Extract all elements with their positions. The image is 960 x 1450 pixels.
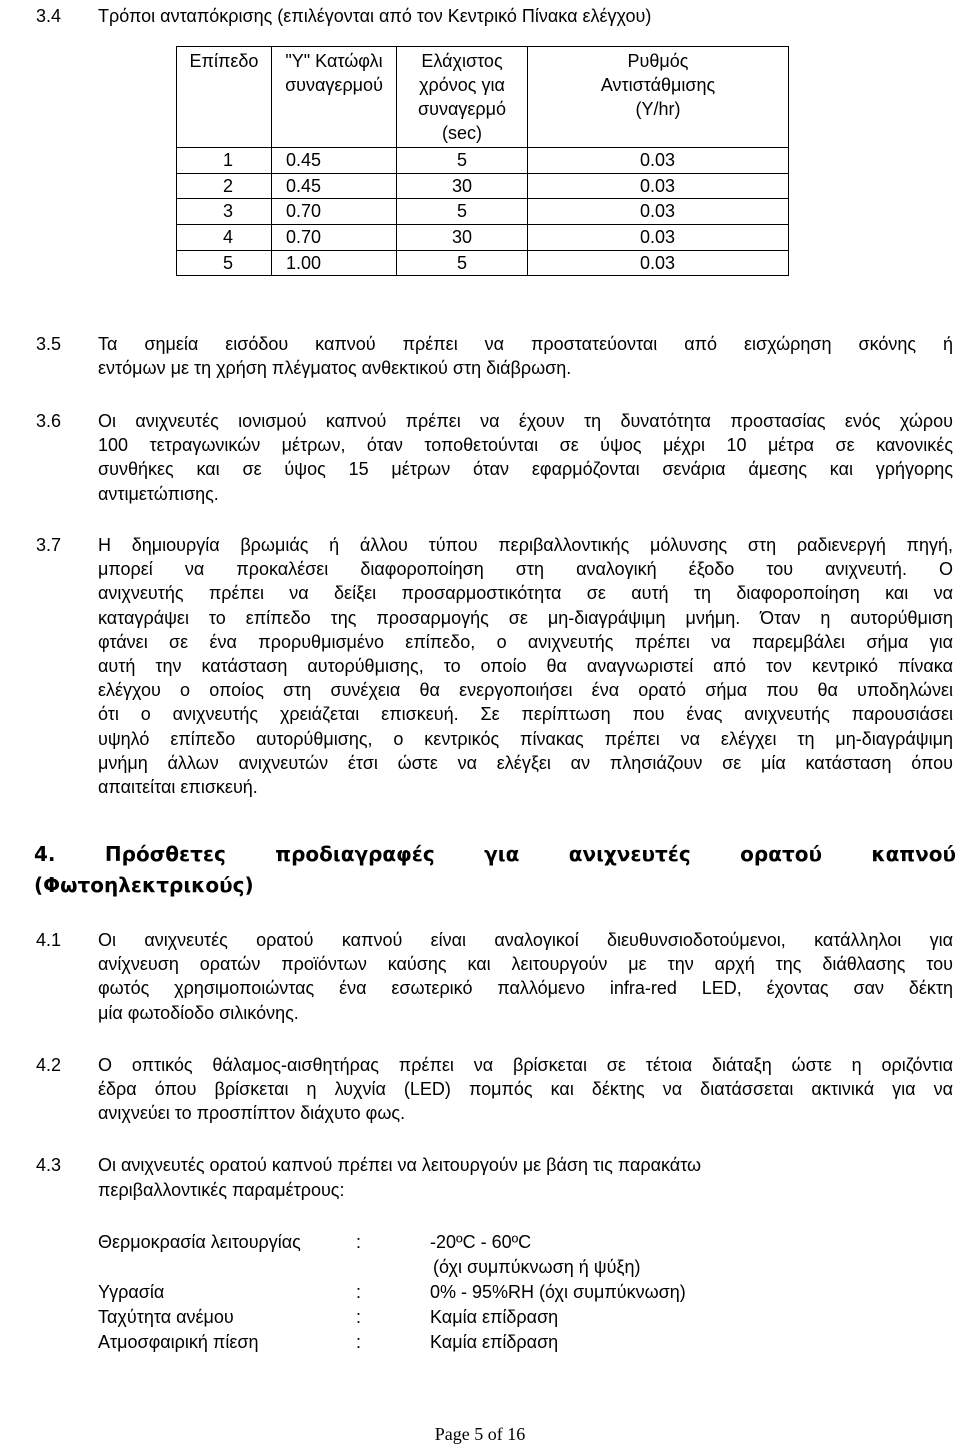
cell-min-time: 5: [397, 250, 528, 276]
text-line: ανιχνεύει το προσπίπτον διάχυτο φως.: [98, 1103, 406, 1124]
text-line: υψηλό επίπεδο αυτορύθμισης, ο κεντρικός πίνακας πρέπει να ελέγχει τη μη-διαγράψιμη: [98, 728, 953, 749]
text-line: μνήμη άλλων ανιχνευτών έτσι ώστε να ελέγξει αν πλησιάζουν σε μία κατάσταση όπου: [98, 752, 953, 773]
header-compensation-rate: Ρυθμός Αντιστάθμισης (Y/hr): [528, 47, 789, 148]
text-line: μία φωτοδίοδο σιλικόνης.: [98, 1002, 299, 1023]
response-levels-table: [176, 46, 789, 276]
cell-rate: 0.03: [528, 250, 789, 276]
cell-min-time: 5: [397, 148, 528, 174]
text-line: Οι ανιχνευτές ιονισμού καπνού πρέπει να έχουν τη δυνατότητα προστασίας ενός χώρου: [98, 411, 953, 431]
text-line: φωτός χρησιμοποιώντας ένα εσωτερικό παλλόμενο infra-red LED, έχοντας σαν δέκτη: [98, 978, 953, 999]
text-line: ότι ο ανιχνευτής χρειάζεται επισκευή. Σε περίπτωση που ένας ανιχνευτής παρουσιάσει: [98, 704, 953, 725]
table-row: [177, 199, 789, 225]
section-number-3-4: 3.4: [36, 6, 62, 26]
table-header-row: [177, 47, 789, 148]
param-label: Ατμοσφαιρική πίεση: [98, 1332, 259, 1352]
cell-rate: 0.03: [528, 199, 789, 225]
header-threshold: "Y" Κατώφλι συναγερμού: [272, 47, 397, 148]
section-number-3-5: 3.5: [36, 334, 62, 354]
param-value: -20ºC - 60ºC: [430, 1232, 532, 1252]
text-line: 100 τετραγωνικών μέτρων, όταν τοποθετούνται σε ύψος μέχρι 10 μέτρα σε κανονικές: [98, 435, 953, 456]
cell-threshold: 0.70: [272, 225, 397, 251]
paragraph-4-3-line-1: Οι ανιχνευτές ορατού καπνού πρέπει να λειτουργούν με βάση τις παρακάτω: [98, 1155, 702, 1175]
param-label: Υγρασία: [98, 1282, 165, 1302]
cell-threshold: 0.45: [272, 173, 397, 199]
text-line: Ο οπτικός θάλαμος-αισθητήρας πρέπει να βρίσκεται σε τέτοια διάταξη ώστε η οριζόντια: [98, 1055, 953, 1075]
param-separator: :: [356, 1332, 362, 1352]
text-line: αυτή την κατάσταση αυτορύθμισης, το οποίο θα αναγνωριστεί από τον κεντρικό πίνακα: [98, 655, 953, 676]
param-value: Καμία επίδραση: [430, 1332, 559, 1352]
section-number-3-7: 3.7: [36, 535, 62, 555]
param-separator: :: [356, 1282, 362, 1302]
param-separator: :: [356, 1307, 362, 1327]
section-number-4-2: 4.2: [36, 1055, 62, 1075]
cell-threshold: 1.00: [272, 250, 397, 276]
text-line: Τα σημεία εισόδου καπνού πρέπει να προστατεύονται από εισχώρηση σκόνης ή: [98, 334, 953, 354]
param-value: Καμία επίδραση: [430, 1307, 559, 1327]
text-line: ανιχνευτής πρέπει να δείξει προσαρμοστικότητα σε αυτή τη διαφοροποίηση και να: [98, 583, 953, 604]
text-line: συνθήκες και σε ύψος 15 μέτρων όταν εφαρμόζονται σενάρια άμεσης και γρήγορης: [98, 459, 953, 480]
text-line: καταγράψει το επίπεδο της προσαρμογής σε μη-διαγράψιμη μνήμη. Όταν η αυτορύθμιση: [98, 607, 953, 628]
text-line: ελέγχου ο οποίος στη συνέχεια θα ενεργοποιήσει ένα ορατό σήμα που θα υποδηλώνει: [98, 680, 953, 701]
param-label: Θερμοκρασία λειτουργίας: [98, 1232, 301, 1252]
cell-min-time: 30: [397, 225, 528, 251]
cell-level: 4: [177, 225, 272, 251]
cell-level: 5: [177, 250, 272, 276]
section-number-4-1: 4.1: [36, 930, 62, 950]
cell-min-time: 5: [397, 199, 528, 225]
text-line: φτάνει σε ένα προρυθμισμένο επίπεδο, ο ανιχνευτής πρέπει να παρεμβάλει σήμα για: [98, 631, 953, 652]
param-label: Ταχύτητα ανέμου: [98, 1307, 234, 1327]
table-row: [177, 225, 789, 251]
param-separator: :: [356, 1232, 362, 1252]
cell-threshold: 0.45: [272, 148, 397, 174]
cell-rate: 0.03: [528, 225, 789, 251]
text-line: απαιτείται επισκευή.: [98, 776, 258, 797]
text-line: έδρα όπου βρίσκεται η λυχνία (LED) πομπός και δέκτης να διατάσσεται ακτινικά για να: [98, 1079, 953, 1100]
paragraph-4-3-line-2: περιβαλλοντικές παραμέτρους:: [98, 1180, 345, 1200]
table-row: [177, 148, 789, 174]
text-line: ανίχνευση ορατών προϊόντων καύσης και λειτουργούν με την αρχή της διάθλασης του: [98, 954, 953, 975]
text-line: Οι ανιχνευτές ορατού καπνού είναι αναλογικοί διευθυνσιοδοτούμενοι, κατάλληλοι για: [98, 930, 953, 950]
text-line: αντιμετώπισης.: [98, 483, 219, 504]
text-line: εντόμων με τη χρήση πλέγματος ανθεκτικού στη διάβρωση.: [98, 358, 572, 379]
page-footer: Page 5 of 16: [434, 1424, 526, 1444]
header-level: Επίπεδο: [177, 47, 272, 148]
section-heading-4: 4. Πρόσθετες προδιαγραφές για ανιχνευτές ορατού καπνού: [34, 842, 956, 866]
cell-rate: 0.03: [528, 148, 789, 174]
table-row: [177, 250, 789, 276]
text-line: μπορεί να προκαλέσει διαφοροποίηση στη αναλογική έξοδο του ανιχνευτή. Ο: [98, 559, 953, 580]
param-value: 0% - 95%RH (όχι συμπύκνωση): [430, 1282, 686, 1302]
param-value-note: (όχι συμπύκνωση ή ψύξη): [433, 1257, 641, 1277]
paragraph-4-1: [98, 928, 953, 1025]
text-line: Η δημιουργία βρωμιάς ή άλλου τύπου περιβαλλοντικής μόλυνσης στη ραδιενεργή πηγή,: [98, 535, 953, 555]
paragraph-3-6: [98, 409, 953, 506]
cell-threshold: 0.70: [272, 199, 397, 225]
table-row: [177, 173, 789, 199]
paragraph-3-5: [98, 332, 953, 380]
cell-min-time: 30: [397, 173, 528, 199]
cell-level: 1: [177, 148, 272, 174]
header-min-time: Ελάχιστος χρόνος για συναγερμό (sec): [397, 47, 528, 148]
section-number-4-3: 4.3: [36, 1155, 62, 1175]
section-number-3-6: 3.6: [36, 411, 62, 431]
cell-rate: 0.03: [528, 173, 789, 199]
cell-level: 2: [177, 173, 272, 199]
section-title-3-4: Τρόποι ανταπόκρισης (επιλέγονται από τον Κεντρικό Πίνακα ελέγχου): [98, 6, 652, 26]
cell-level: 3: [177, 199, 272, 225]
section-heading-4-continued: (Φωτοηλεκτρικούς): [34, 873, 254, 897]
paragraph-3-7: [98, 533, 953, 799]
paragraph-4-2: [98, 1053, 953, 1126]
